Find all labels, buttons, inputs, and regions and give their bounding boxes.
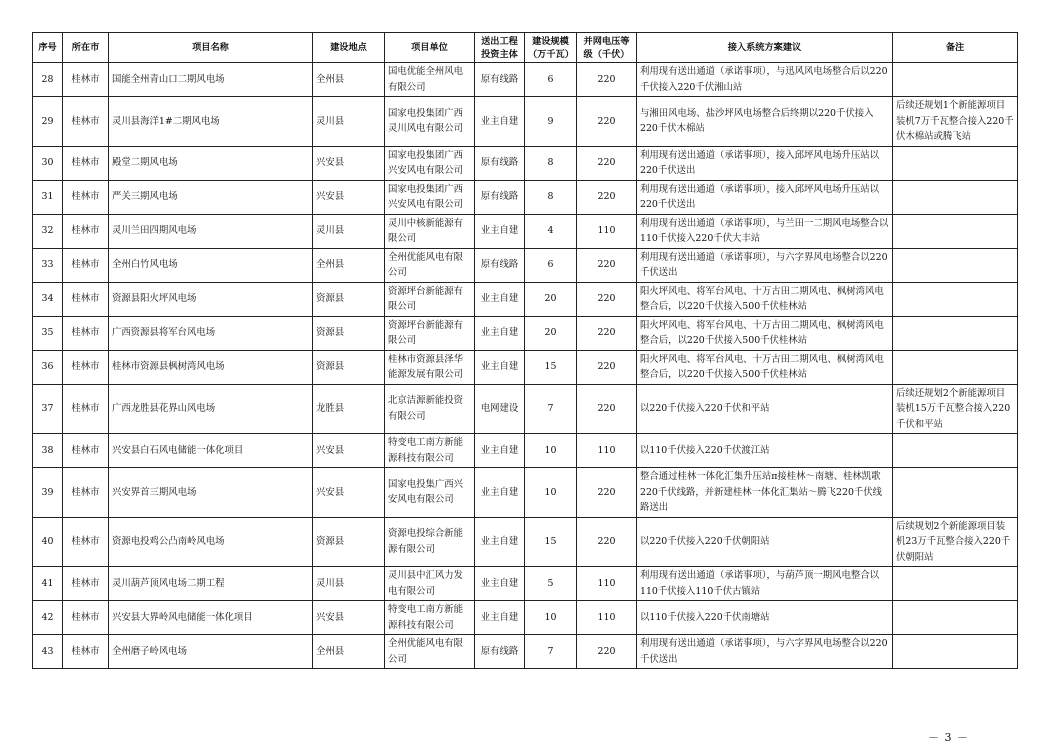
table-cell: 220 bbox=[577, 384, 637, 434]
table-cell bbox=[893, 316, 1018, 350]
table-cell: 7 bbox=[525, 384, 577, 434]
table-cell: 全州县 bbox=[313, 63, 385, 97]
table-cell: 6 bbox=[525, 248, 577, 282]
table-cell: 全州优能风电有限公司 bbox=[385, 248, 475, 282]
table-cell: 全州优能风电有限公司 bbox=[385, 635, 475, 669]
table-row bbox=[33, 214, 1018, 248]
table-cell: 业主自建 bbox=[475, 567, 525, 601]
table-cell: 业主自建 bbox=[475, 316, 525, 350]
table-cell: 灵川县中汇风力发电有限公司 bbox=[385, 567, 475, 601]
table-cell: 全州白竹风电场 bbox=[109, 248, 313, 282]
table-cell bbox=[893, 567, 1018, 601]
table-cell bbox=[893, 468, 1018, 518]
table-cell: 兴安县 bbox=[313, 601, 385, 635]
table-cell: 桂林市 bbox=[63, 635, 109, 669]
table-cell: 桂林市 bbox=[63, 384, 109, 434]
table-cell: 220 bbox=[577, 180, 637, 214]
table-cell: 北京洁源新能投资有限公司 bbox=[385, 384, 475, 434]
table-cell: 国家电投集团广西兴安风电有限公司 bbox=[385, 146, 475, 180]
header-cell: 备注 bbox=[893, 33, 1018, 63]
table-cell: 广西资源县将军台风电场 bbox=[109, 316, 313, 350]
table-cell: 灵川县 bbox=[313, 214, 385, 248]
table-cell: 国能全州青山口二期风电场 bbox=[109, 63, 313, 97]
table-cell: 利用现有送出通道（承诺事项），与六字界风电场整合以220千伏送出 bbox=[637, 635, 893, 669]
table-cell: 灵川县海洋1#二期风电场 bbox=[109, 97, 313, 147]
table-cell: 220 bbox=[577, 350, 637, 384]
table-cell: 110 bbox=[577, 567, 637, 601]
table-row bbox=[33, 635, 1018, 669]
table-cell: 资源县 bbox=[313, 316, 385, 350]
table-cell bbox=[893, 63, 1018, 97]
table-cell: 殿堂二期风电场 bbox=[109, 146, 313, 180]
table-cell: 后续还规划2个新能源项目装机15万千瓦整合接入220千伏和平站 bbox=[893, 384, 1018, 434]
header-cell: 并网电压等级（千伏） bbox=[577, 33, 637, 63]
table-row bbox=[33, 517, 1018, 567]
header-cell: 送出工程投资主体 bbox=[475, 33, 525, 63]
table-cell: 利用现有送出通道（承诺事项），与迅风风电场整合后以220千伏接入220千伏湘山站 bbox=[637, 63, 893, 97]
table-cell: 以220千伏接入220千伏朝阳站 bbox=[637, 517, 893, 567]
table-cell: 原有线路 bbox=[475, 146, 525, 180]
table-cell: 5 bbox=[525, 567, 577, 601]
table-row bbox=[33, 384, 1018, 434]
table-cell: 业主自建 bbox=[475, 350, 525, 384]
table-cell: 阳火坪风电、将军台风电、十万古田二期风电、枫树湾风电整合后，以220千伏接入500千伏桂林站 bbox=[637, 350, 893, 384]
page-number: － 3 － bbox=[928, 731, 969, 744]
table-cell: 利用现有送出通道（承诺事项），接入邱坪风电场升压站以220千伏送出 bbox=[637, 146, 893, 180]
table-cell: 7 bbox=[525, 635, 577, 669]
table-cell: 桂林市 bbox=[63, 282, 109, 316]
table-cell: 30 bbox=[33, 146, 63, 180]
table-cell: 110 bbox=[577, 434, 637, 468]
table-cell: 桂林市 bbox=[63, 146, 109, 180]
table-cell: 兴安县 bbox=[313, 434, 385, 468]
table-cell: 业主自建 bbox=[475, 214, 525, 248]
table-cell: 灵川县 bbox=[313, 97, 385, 147]
table-row bbox=[33, 316, 1018, 350]
table-cell: 220 bbox=[577, 248, 637, 282]
table-cell: 与湘田风电场、盐沙坪风电场整合后终期以220千伏接入220千伏木棉站 bbox=[637, 97, 893, 147]
table-cell: 10 bbox=[525, 434, 577, 468]
table-cell: 32 bbox=[33, 214, 63, 248]
table-cell: 灵川中核新能源有限公司 bbox=[385, 214, 475, 248]
table-cell: 以110千伏接入220千伏南塘站 bbox=[637, 601, 893, 635]
table-cell: 全州磨子岭风电场 bbox=[109, 635, 313, 669]
table-cell: 桂林市 bbox=[63, 434, 109, 468]
table-cell: 兴安县 bbox=[313, 468, 385, 518]
table-cell: 以220千伏接入220千伏和平站 bbox=[637, 384, 893, 434]
table-cell: 220 bbox=[577, 316, 637, 350]
table-cell: 4 bbox=[525, 214, 577, 248]
header-cell: 建设地点 bbox=[313, 33, 385, 63]
table-cell: 资源电投综合新能源有限公司 bbox=[385, 517, 475, 567]
document-page bbox=[32, 32, 1017, 744]
header-cell: 项目单位 bbox=[385, 33, 475, 63]
table-cell: 全州县 bbox=[313, 248, 385, 282]
table-cell: 国家电投集团广西灵川风电有限公司 bbox=[385, 97, 475, 147]
table-row bbox=[33, 468, 1018, 518]
table-cell: 灵川兰田四期风电场 bbox=[109, 214, 313, 248]
table-cell: 110 bbox=[577, 214, 637, 248]
table-cell: 原有线路 bbox=[475, 248, 525, 282]
table-cell: 特变电工南方新能源科技有限公司 bbox=[385, 434, 475, 468]
table-cell: 29 bbox=[33, 97, 63, 147]
header-cell: 所在市 bbox=[63, 33, 109, 63]
table-cell: 桂林市 bbox=[63, 214, 109, 248]
table-cell: 15 bbox=[525, 350, 577, 384]
table-cell: 业主自建 bbox=[475, 468, 525, 518]
table-cell: 国家电投集广西兴安风电有限公司 bbox=[385, 468, 475, 518]
table-cell: 资源坪台新能源有限公司 bbox=[385, 316, 475, 350]
table-cell: 阳火坪风电、将军台风电、十万古田二期风电、枫树湾风电整合后，以220千伏接入500千伏桂林站 bbox=[637, 282, 893, 316]
table-cell: 220 bbox=[577, 635, 637, 669]
table-cell: 广西龙胜县花界山风电场 bbox=[109, 384, 313, 434]
table-cell: 资源电投鸡公凸南岭风电场 bbox=[109, 517, 313, 567]
table-cell: 桂林市 bbox=[63, 316, 109, 350]
table-row bbox=[33, 146, 1018, 180]
table-cell: 36 bbox=[33, 350, 63, 384]
table-cell: 桂林市 bbox=[63, 468, 109, 518]
table-cell bbox=[893, 601, 1018, 635]
table-row bbox=[33, 434, 1018, 468]
table-cell: 37 bbox=[33, 384, 63, 434]
table-cell: 资源坪台新能源有限公司 bbox=[385, 282, 475, 316]
table-cell: 全州县 bbox=[313, 635, 385, 669]
table-cell: 35 bbox=[33, 316, 63, 350]
table-cell: 220 bbox=[577, 282, 637, 316]
table-cell: 阳火坪风电、将军台风电、十万古田二期风电、枫树湾风电整合后，以220千伏接入500千伏桂林站 bbox=[637, 316, 893, 350]
table-cell: 利用现有送出通道（承诺事项），与六字界风电场整合以220千伏送出 bbox=[637, 248, 893, 282]
table-cell: 9 bbox=[525, 97, 577, 147]
table-cell: 39 bbox=[33, 468, 63, 518]
table-cell: 43 bbox=[33, 635, 63, 669]
table-cell: 28 bbox=[33, 63, 63, 97]
table-row bbox=[33, 180, 1018, 214]
table-cell bbox=[893, 146, 1018, 180]
header-cell: 接入系统方案建议 bbox=[637, 33, 893, 63]
table-cell: 10 bbox=[525, 468, 577, 518]
table-cell: 220 bbox=[577, 517, 637, 567]
table-cell: 8 bbox=[525, 146, 577, 180]
table-row bbox=[33, 97, 1018, 147]
table-cell: 兴安界首三期风电场 bbox=[109, 468, 313, 518]
table-cell bbox=[893, 180, 1018, 214]
table-cell: 34 bbox=[33, 282, 63, 316]
table-cell: 资源县 bbox=[313, 282, 385, 316]
table-cell: 桂林市 bbox=[63, 248, 109, 282]
table-cell bbox=[893, 248, 1018, 282]
table-cell bbox=[893, 434, 1018, 468]
table-cell: 8 bbox=[525, 180, 577, 214]
table-body bbox=[33, 63, 1018, 669]
table-cell: 以110千伏接入220千伏渡江站 bbox=[637, 434, 893, 468]
table-row bbox=[33, 248, 1018, 282]
table-cell: 利用现有送出通道（承诺事项），接入邱坪风电场升压站以220千伏送出 bbox=[637, 180, 893, 214]
table-cell: 桂林市 bbox=[63, 517, 109, 567]
table-row bbox=[33, 350, 1018, 384]
project-table bbox=[32, 32, 1018, 669]
table-cell: 业主自建 bbox=[475, 97, 525, 147]
table-row bbox=[33, 282, 1018, 316]
table-cell: 业主自建 bbox=[475, 434, 525, 468]
table-cell: 110 bbox=[577, 601, 637, 635]
table-cell: 33 bbox=[33, 248, 63, 282]
table-cell: 龙胜县 bbox=[313, 384, 385, 434]
table-cell: 灵川葫芦顶风电场二期工程 bbox=[109, 567, 313, 601]
table-cell: 资源县 bbox=[313, 517, 385, 567]
table-cell: 桂林市 bbox=[63, 63, 109, 97]
table-cell: 兴安县大界岭风电储能一体化项目 bbox=[109, 601, 313, 635]
table-cell: 业主自建 bbox=[475, 601, 525, 635]
table-cell: 桂林市资源县枫树湾风电场 bbox=[109, 350, 313, 384]
table-cell: 后续还规划1个新能源项目装机7万千瓦整合接入220千伏木棉站或腾飞站 bbox=[893, 97, 1018, 147]
table-cell: 40 bbox=[33, 517, 63, 567]
table-cell: 国家电投集团广西兴安风电有限公司 bbox=[385, 180, 475, 214]
table-cell: 220 bbox=[577, 63, 637, 97]
table-cell: 桂林市 bbox=[63, 97, 109, 147]
table-cell: 资源县 bbox=[313, 350, 385, 384]
table-cell: 20 bbox=[525, 316, 577, 350]
table-row bbox=[33, 601, 1018, 635]
table-cell: 41 bbox=[33, 567, 63, 601]
table-cell: 31 bbox=[33, 180, 63, 214]
header-cell: 序号 bbox=[33, 33, 63, 63]
table-cell: 电网建设 bbox=[475, 384, 525, 434]
table-cell: 整合通过桂林一体化汇集升压站π接桂林～南塘、桂林凯歌220千伏线路，并新建桂林一体化汇集站～腾飞220千伏线路送出 bbox=[637, 468, 893, 518]
table-cell: 桂林市 bbox=[63, 350, 109, 384]
table-cell bbox=[893, 350, 1018, 384]
table-cell: 后续规划2个新能源项目装机23万千瓦整合接入220千伏朝阳站 bbox=[893, 517, 1018, 567]
table-cell bbox=[893, 282, 1018, 316]
table-cell: 原有线路 bbox=[475, 63, 525, 97]
table-cell: 灵川县 bbox=[313, 567, 385, 601]
table-header-row bbox=[33, 33, 1018, 63]
table-row bbox=[33, 63, 1018, 97]
table-cell: 38 bbox=[33, 434, 63, 468]
table-cell: 6 bbox=[525, 63, 577, 97]
header-cell: 项目名称 bbox=[109, 33, 313, 63]
table-cell: 特变电工南方新能源科技有限公司 bbox=[385, 601, 475, 635]
table-cell: 15 bbox=[525, 517, 577, 567]
table-cell: 兴安县白石风电储能一体化项目 bbox=[109, 434, 313, 468]
header-cell: 建设规模（万千瓦） bbox=[525, 33, 577, 63]
table-cell: 220 bbox=[577, 468, 637, 518]
table-cell: 桂林市 bbox=[63, 601, 109, 635]
table-cell: 220 bbox=[577, 146, 637, 180]
table-cell: 原有线路 bbox=[475, 635, 525, 669]
table-cell: 利用现有送出通道（承诺事项），与兰田一二期风电场整合以110千伏接入220千伏大丰站 bbox=[637, 214, 893, 248]
table-row bbox=[33, 567, 1018, 601]
table-cell: 兴安县 bbox=[313, 146, 385, 180]
table-cell: 桂林市 bbox=[63, 567, 109, 601]
table-cell: 资源县阳火坪风电场 bbox=[109, 282, 313, 316]
table-cell: 桂林市资源县泽华能源发展有限公司 bbox=[385, 350, 475, 384]
table-cell: 国电优能全州风电有限公司 bbox=[385, 63, 475, 97]
table-cell bbox=[893, 635, 1018, 669]
table-cell: 业主自建 bbox=[475, 282, 525, 316]
table-cell: 利用现有送出通道（承诺事项），与葫芦顶一期风电整合以110千伏接入110千伏古镇站 bbox=[637, 567, 893, 601]
table-cell: 10 bbox=[525, 601, 577, 635]
table-cell: 20 bbox=[525, 282, 577, 316]
table-cell: 兴安县 bbox=[313, 180, 385, 214]
table-cell: 严关三期风电场 bbox=[109, 180, 313, 214]
table-cell: 桂林市 bbox=[63, 180, 109, 214]
table-cell: 220 bbox=[577, 97, 637, 147]
table-cell: 42 bbox=[33, 601, 63, 635]
table-cell: 原有线路 bbox=[475, 180, 525, 214]
table-cell bbox=[893, 214, 1018, 248]
table-cell: 业主自建 bbox=[475, 517, 525, 567]
